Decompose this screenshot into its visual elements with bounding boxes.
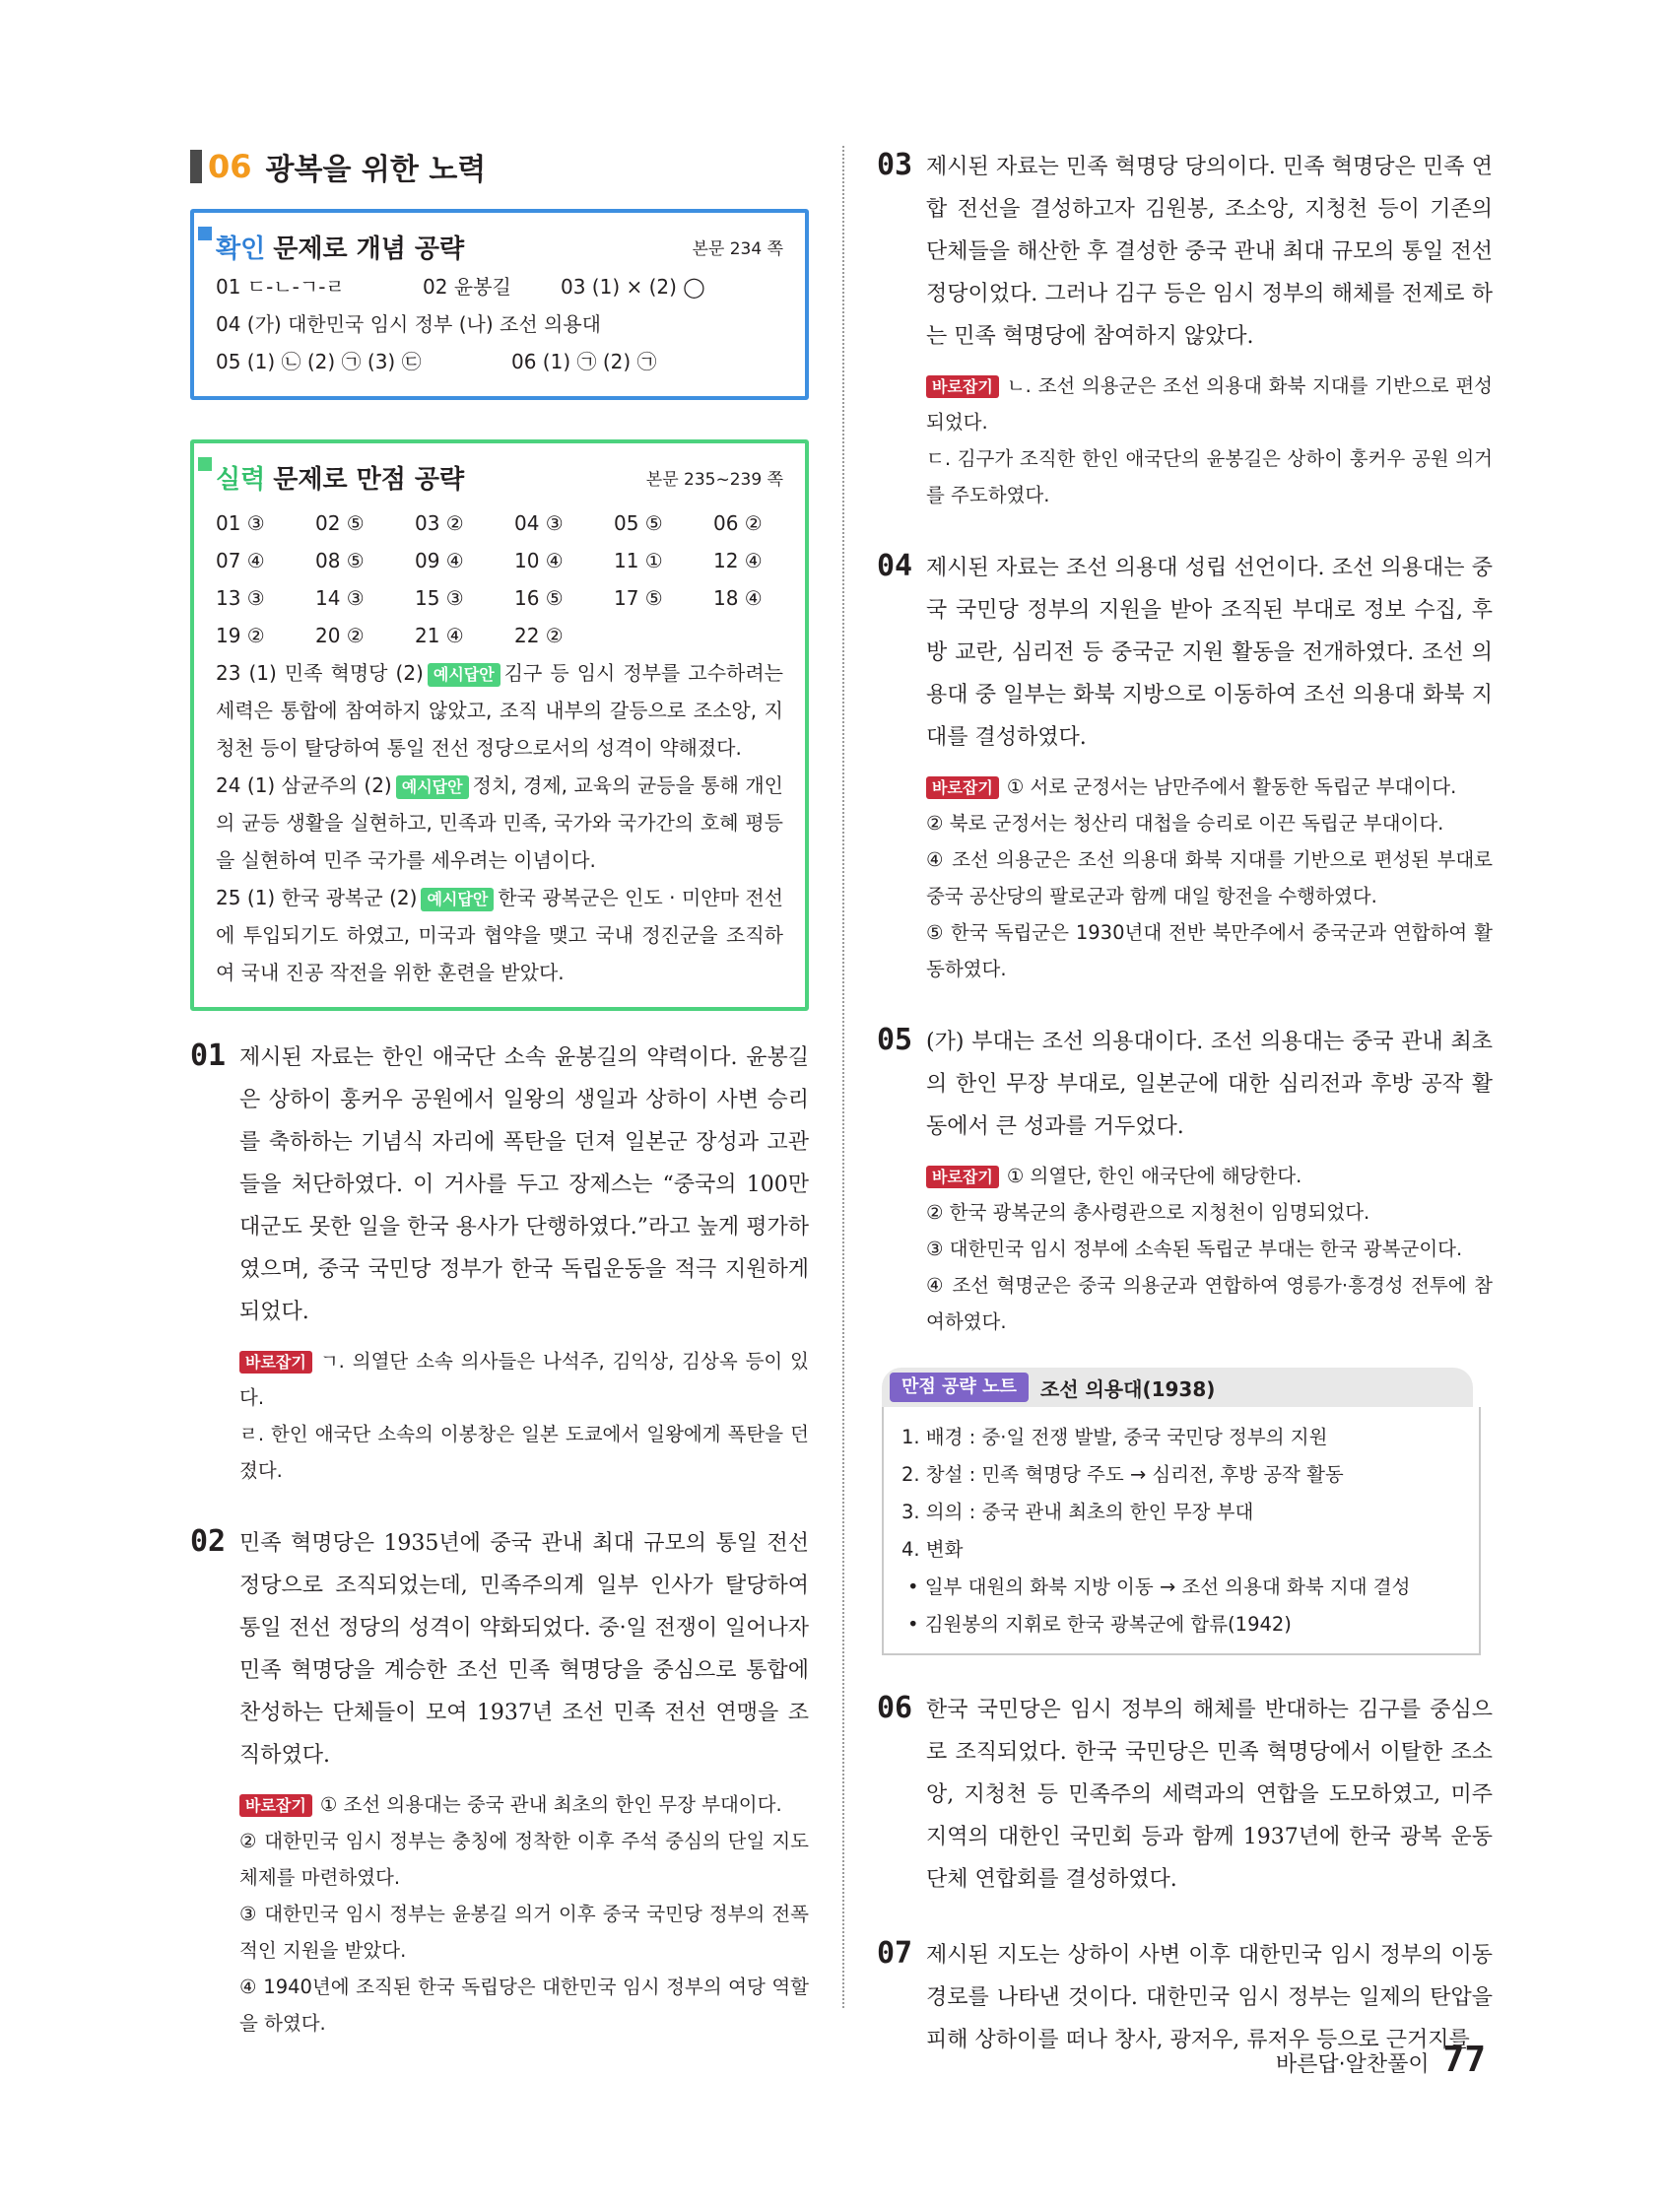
section-number: 06 xyxy=(208,148,252,185)
key-note-line: 2. 창설 : 민족 혁명당 주도 → 심리전, 후방 공작 활동 xyxy=(901,1463,1344,1486)
correction-line: ㄱ. 의열단 소속 의사들은 나석주, 김익상, 김상옥 등이 있다. xyxy=(239,1350,809,1409)
correction-line: ④ 조선 의용군은 조선 의용대 화북 지대를 기반으로 편성된 부대로 중국 공산당의 팔로군과 함께 대일 항전을 수행하였다. xyxy=(926,848,1493,907)
concept-check-box xyxy=(190,209,809,400)
question-explanation: 제시된 자료는 한인 애국단 소속 윤봉길의 약력이다. 윤봉길은 상하이 훙커우 공원에서 일왕의 생일과 상하이 사변 승리를 축하하는 기념식 자리에 폭탄을 던져 일본군 장성과 고관들을 처단하였다. 이 거사를 두고 장제스는 “중국의 100만 대군도 못한 일을 한국 용사가 단행하였다.”라고 높게 평가하였으며, 중국 국민당 정부가 한국 독립운동을 적극 지원하게 되었다. xyxy=(239,1045,809,1324)
correction-line: ③ 대한민국 임시 정부는 윤봉길 의거 이후 중국 국민당 정부의 전폭적인 지원을 받았다. xyxy=(239,1903,809,1962)
answer-24-part2: 정치, 경제, 교육의 균등을 통해 개인의 균등 생활을 실현하고, 민족과 민족, 국가와 국가간의 호혜 평등을 실현하여 민주 국가를 세우려는 이념이다. xyxy=(216,773,783,872)
answer-item: 21 ④ xyxy=(415,624,464,647)
correction-line: ② 대한민국 임시 정부는 충칭에 정착한 이후 주석 중심의 단일 지도 체제를 마련하였다. xyxy=(239,1830,809,1889)
correction-line: ① 서로 군정서는 남만주에서 활동한 독립군 부대이다. xyxy=(1006,775,1457,798)
answer-item: 15 ③ xyxy=(415,586,464,610)
answer-item: 03 ② xyxy=(415,511,464,535)
footer-label: 바른답·알찬풀이 xyxy=(1275,2052,1430,2077)
key-note-line: 1. 배경 : 중·일 전쟁 발발, 중국 국민당 정부의 지원 xyxy=(901,1426,1328,1448)
section-bar xyxy=(190,150,202,183)
question-06 xyxy=(877,1689,1493,1901)
correction-badge: 바로잡기 xyxy=(239,1351,312,1374)
column-divider xyxy=(842,146,844,2008)
correction-line: ㄹ. 한인 애국단 소속의 이봉창은 일본 도쿄에서 일왕에게 폭탄을 던졌다. xyxy=(239,1423,809,1482)
question-explanation: 민족 혁명당은 1935년에 중국 관내 최대 규모의 통일 전선 정당으로 조직되었는데, 민족주의계 일부 인사가 탈당하여 통일 전선 정당의 성격이 약화되었다. 중·일 전쟁이 일어나자 민족 혁명당을 계승한 조선 민족 혁명당을 중심으로 통합에 찬성하는 단체들이 모여 1937년 조선 민족 전선 연맹을 조직하였다. xyxy=(239,1531,809,1768)
answer-item: 09 ④ xyxy=(415,549,464,572)
skill-title: 문제로 만점 공략 xyxy=(273,464,465,495)
answer-item: 03 (1) × (2) ◯ xyxy=(561,275,705,299)
answer-item: 12 ④ xyxy=(713,549,763,572)
correction-badge: 바로잡기 xyxy=(926,1166,999,1188)
answer-item: 13 ③ xyxy=(216,586,265,610)
correction-line: ① 의열단, 한인 애국단에 해당한다. xyxy=(1006,1165,1302,1187)
answer-line xyxy=(216,305,783,343)
page-number: 77 xyxy=(1442,2040,1486,2080)
question-05 xyxy=(877,1021,1493,1340)
question-number: 07 xyxy=(877,1936,913,1971)
skill-box xyxy=(190,439,809,1011)
key-note-header xyxy=(882,1368,1473,1407)
question-03 xyxy=(877,146,1493,513)
question-explanation: 제시된 자료는 조선 의용대 성립 선언이다. 조선 의용대는 중국 국민당 정부의 지원을 받아 조직된 부대로 정보 수집, 후방 교란, 심리전 등 중국군 지원 활동을 전개하였다. 조선 의용대 중 일부는 화북 지방으로 이동하여 조선 의용대 화북 지대를 결성하였다. xyxy=(926,556,1493,750)
answer-item: 18 ④ xyxy=(713,586,763,610)
answer-item: 14 ③ xyxy=(315,586,365,610)
key-note-line: 3. 의의 : 중국 관내 최초의 한인 무장 부대 xyxy=(901,1501,1254,1523)
correction-line: ③ 대한민국 임시 정부에 소속된 독립군 부대는 한국 광복군이다. xyxy=(926,1238,1463,1260)
answer-23-part1: 23 (1) 민족 혁명당 (2) xyxy=(216,661,424,685)
answer-24-part1: 24 (1) 삼균주의 (2) xyxy=(216,773,392,797)
key-note-body xyxy=(882,1407,1481,1655)
correction-line: ㄴ. 조선 의용군은 조선 의용대 화북 지대를 기반으로 편성되었다. xyxy=(926,374,1493,434)
correction-block xyxy=(926,1158,1493,1340)
key-note-badge: 만점 공략 노트 xyxy=(890,1373,1029,1402)
answer-24 xyxy=(216,767,783,879)
question-explanation: 제시된 자료는 민족 혁명당 당의이다. 민족 혁명당은 민족 연합 전선을 결성하고자 김원봉, 조소앙, 지청천 등이 기존의 단체들을 해산한 후 결성한 중국 관내 최대 규모의 통일 전선 정당이었다. 그러나 김구 등은 임시 정부의 해체를 전제로 하는 민족 혁명당에 참여하지 않았다. xyxy=(926,155,1493,349)
section-title xyxy=(190,146,809,187)
question-02 xyxy=(190,1522,809,2042)
correction-block xyxy=(239,1343,809,1489)
question-number: 04 xyxy=(877,549,913,583)
answer-item: 07 ④ xyxy=(216,549,265,572)
answer-item: 02 ⑤ xyxy=(315,511,365,535)
answer-item: 20 ② xyxy=(315,624,365,647)
question-number: 01 xyxy=(190,1039,227,1073)
answer-grid xyxy=(216,504,783,654)
question-explanation: 제시된 지도는 상하이 사변 이후 대한민국 임시 정부의 이동 경로를 나타낸 것이다. 대한민국 임시 정부는 일제의 탄압을 피해 상하이를 떠나 창사, 광저우, 류저우 등으로 근거지를 xyxy=(926,1943,1493,2052)
skill-title-strong: 실력 xyxy=(216,464,266,495)
question-04 xyxy=(877,547,1493,987)
correction-line: ④ 조선 혁명군은 중국 의용군과 연합하여 영릉가·흥경성 전투에 참여하였다. xyxy=(926,1274,1493,1333)
correction-block xyxy=(926,769,1493,987)
answer-item: 10 ④ xyxy=(514,549,564,572)
left-column xyxy=(190,146,809,2042)
correction-badge: 바로잡기 xyxy=(239,1794,312,1817)
answer-item: 11 ① xyxy=(614,549,663,572)
example-answer-badge: 예시답안 xyxy=(421,888,494,911)
correction-line: ⑤ 한국 독립군은 1930년대 전반 북만주에서 중국군과 연합하여 활동하였다. xyxy=(926,921,1493,980)
correction-line: ㄷ. 김구가 조직한 한인 애국단의 윤봉길은 상하이 훙커우 공원 의거를 주도하였다. xyxy=(926,447,1493,506)
header-square-icon xyxy=(198,457,212,471)
concept-check-page-ref: 본문 234 쪽 xyxy=(692,239,783,259)
answer-item: 17 ⑤ xyxy=(614,586,663,610)
answer-item: 22 ② xyxy=(514,624,564,647)
key-note-line: • 일부 대원의 화북 지방 이동 → 조선 의용대 화북 지대 결성 xyxy=(907,1575,1411,1598)
answer-item: 19 ② xyxy=(216,624,265,647)
page-footer xyxy=(1276,2040,1486,2080)
answer-item: 16 ⑤ xyxy=(514,586,564,610)
answer-item: 02 윤봉길 xyxy=(423,275,511,299)
correction-line: ② 북로 군정서는 청산리 대첩을 승리로 이끈 독립군 부대이다. xyxy=(926,812,1444,835)
correction-block xyxy=(926,368,1493,513)
concept-check-header xyxy=(206,225,783,268)
concept-check-title: 문제로 개념 공략 xyxy=(273,234,465,264)
key-note-line: 4. 변화 xyxy=(901,1538,964,1561)
correction-badge: 바로잡기 xyxy=(926,375,999,398)
answer-item: 01 ㄷ-ㄴ-ㄱ-ㄹ xyxy=(216,275,345,299)
answer-25-part1: 25 (1) 한국 광복군 (2) xyxy=(216,886,418,909)
answer-item: 04 (가) 대한민국 임시 정부 (나) 조선 의용대 xyxy=(216,312,601,336)
correction-line: ① 조선 의용대는 중국 관내 최초의 한인 무장 부대이다. xyxy=(319,1793,782,1816)
correction-line: ② 한국 광복군의 총사령관으로 지청천이 임명되었다. xyxy=(926,1201,1370,1224)
key-note-title: 조선 의용대(1938) xyxy=(1039,1376,1216,1401)
question-01 xyxy=(190,1037,809,1489)
answer-item: 05 ⑤ xyxy=(614,511,663,535)
answer-23 xyxy=(216,654,783,767)
question-number: 05 xyxy=(877,1023,913,1057)
question-explanation: (가) 부대는 조선 의용대이다. 조선 의용대는 중국 관내 최초의 한인 무장 부대로, 일본군에 대한 심리전과 후방 공작 활동에서 큰 성과를 거두었다. xyxy=(926,1030,1493,1139)
right-column xyxy=(877,146,1493,2061)
skill-header xyxy=(206,455,783,499)
question-explanation: 한국 국민당은 임시 정부의 해체를 반대하는 김구를 중심으로 조직되었다. 한국 국민당은 민족 혁명당에서 이탈한 조소앙, 지청천 등 민족주의 세력과의 연합을 도모하였고, 미주 지역의 대한인 국민회 등과 함께 1937년에 한국 광복 운동 단체 연합회를 결성하였다. xyxy=(926,1698,1493,1892)
answer-line xyxy=(216,343,783,380)
question-number: 02 xyxy=(190,1524,227,1559)
concept-check-title-strong: 확인 xyxy=(216,234,266,264)
key-note-box xyxy=(882,1368,1481,1655)
answer-item: 01 ③ xyxy=(216,511,265,535)
correction-line: ④ 1940년에 조직된 한국 독립당은 대한민국 임시 정부의 여당 역할을 하였다. xyxy=(239,1976,809,2035)
answer-23-part2: 김구 등 임시 정부를 고수하려는 세력은 통합에 참여하지 않았고, 조직 내부의 갈등으로 조소앙, 지청천 등이 탈당하여 통일 전선 정당으로서의 성격이 약해졌다. xyxy=(216,661,783,760)
answer-line xyxy=(216,268,783,305)
answer-25 xyxy=(216,879,783,991)
header-square-icon xyxy=(198,227,212,240)
answer-item: 08 ⑤ xyxy=(315,549,365,572)
answer-item: 04 ③ xyxy=(514,511,564,535)
example-answer-badge: 예시답안 xyxy=(396,775,469,799)
section-heading: 광복을 위한 노력 xyxy=(265,153,487,187)
correction-block xyxy=(239,1786,809,2042)
answer-item: 06 ② xyxy=(713,511,763,535)
question-number: 06 xyxy=(877,1691,913,1725)
answer-item: 05 (1) ㉡ (2) ㉠ (3) ㉢ xyxy=(216,350,422,373)
skill-page-ref: 본문 235~239 쪽 xyxy=(645,470,783,490)
answer-25-part2: 한국 광복군은 인도 · 미얀마 전선에 투입되기도 하였고, 미국과 협약을 맺고 국내 정진군을 조직하여 국내 진공 작전을 위한 훈련을 받았다. xyxy=(216,886,784,984)
answer-item: 06 (1) ㉠ (2) ㉠ xyxy=(511,350,657,373)
example-answer-badge: 예시답안 xyxy=(428,663,500,687)
correction-badge: 바로잡기 xyxy=(926,776,999,799)
question-number: 03 xyxy=(877,148,913,182)
key-note-line: • 김원봉의 지휘로 한국 광복군에 합류(1942) xyxy=(907,1613,1292,1636)
